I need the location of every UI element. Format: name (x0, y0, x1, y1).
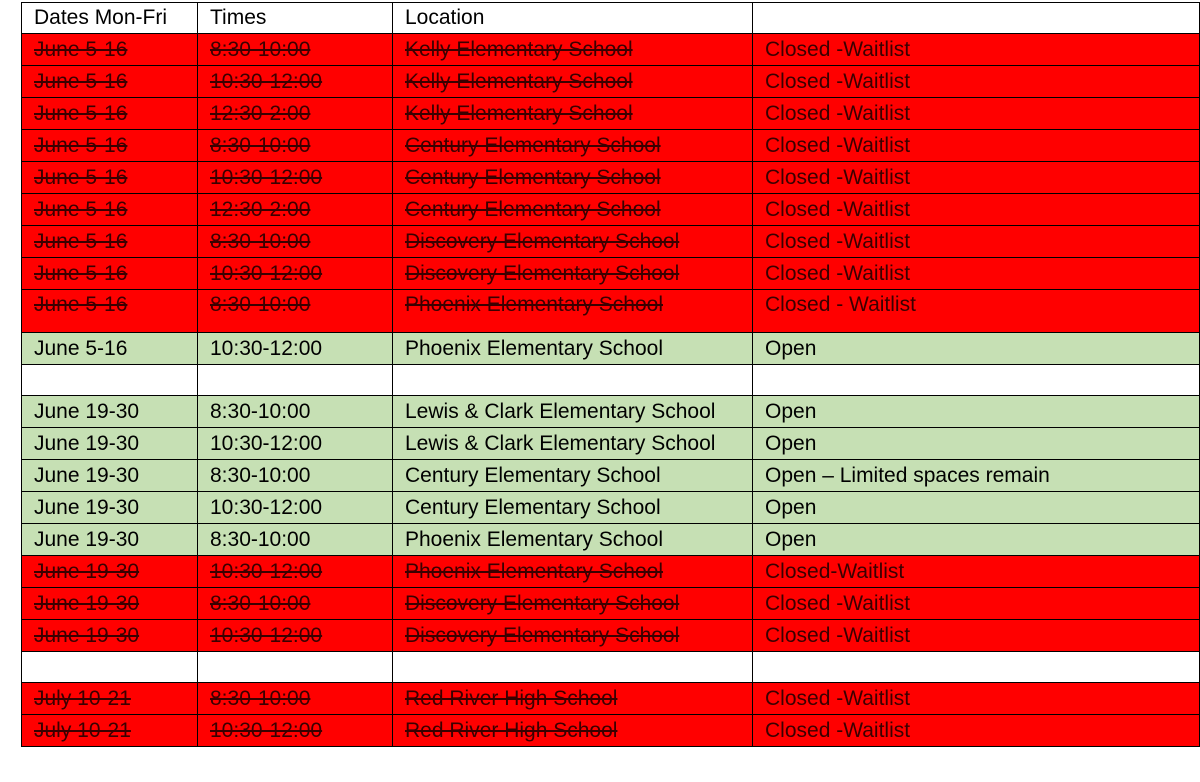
location-cell: Discovery Elementary School (393, 588, 753, 620)
times-cell: 12:30-2:00 (198, 194, 393, 226)
status-cell: Open (753, 492, 1200, 524)
table-row (22, 524, 1200, 556)
location-cell: Century Elementary School (393, 162, 753, 194)
location-cell: Lewis & Clark Elementary School (393, 396, 753, 428)
location-cell: Discovery Elementary School (393, 620, 753, 652)
header-times: Times (198, 3, 393, 34)
location-cell: Phoenix Elementary School (393, 556, 753, 588)
dates-cell: June 19-30 (22, 524, 198, 556)
table-row (22, 683, 1200, 715)
dates-cell: June 19-30 (22, 492, 198, 524)
location-cell: Discovery Elementary School (393, 226, 753, 258)
table-row (22, 130, 1200, 162)
location-cell: Century Elementary School (393, 194, 753, 226)
location-cell: Phoenix Elementary School (393, 333, 753, 365)
table-row (22, 98, 1200, 130)
table-row (22, 652, 1200, 683)
times-cell: 10:30-12:00 (198, 492, 393, 524)
status-cell: Open (753, 428, 1200, 460)
status-cell (753, 652, 1200, 683)
times-cell: 10:30-12:00 (198, 620, 393, 652)
times-cell: 10:30-12:00 (198, 258, 393, 290)
status-cell: Open (753, 333, 1200, 365)
location-cell: Phoenix Elementary School (393, 524, 753, 556)
location-cell: Red River High School (393, 715, 753, 747)
location-cell (393, 652, 753, 683)
times-cell: 8:30-10:00 (198, 588, 393, 620)
times-cell: 8:30-10:00 (198, 524, 393, 556)
table-row (22, 365, 1200, 396)
dates-cell: June 5-16 (22, 258, 198, 290)
table-row (22, 162, 1200, 194)
times-cell: 10:30-12:00 (198, 428, 393, 460)
times-cell: 8:30-10:00 (198, 34, 393, 66)
status-cell: Open (753, 396, 1200, 428)
dates-cell: June 19-30 (22, 620, 198, 652)
dates-cell: June 5-16 (22, 290, 198, 333)
status-cell: Open (753, 524, 1200, 556)
dates-cell: June 5-16 (22, 34, 198, 66)
times-cell: 8:30-10:00 (198, 683, 393, 715)
dates-cell: July 10-21 (22, 683, 198, 715)
table-row (22, 258, 1200, 290)
dates-cell: June 19-30 (22, 588, 198, 620)
status-cell: Closed -Waitlist (753, 98, 1200, 130)
location-cell: Red River High School (393, 683, 753, 715)
table-row (22, 226, 1200, 258)
times-cell: 10:30-12:00 (198, 66, 393, 98)
times-cell: 8:30-10:00 (198, 130, 393, 162)
times-cell: 8:30-10:00 (198, 226, 393, 258)
status-cell: Open – Limited spaces remain (753, 460, 1200, 492)
dates-cell: June 5-16 (22, 226, 198, 258)
table-row (22, 66, 1200, 98)
status-cell: Closed -Waitlist (753, 194, 1200, 226)
dates-cell: June 5-16 (22, 162, 198, 194)
status-cell: Closed -Waitlist (753, 258, 1200, 290)
status-cell: Closed -Waitlist (753, 683, 1200, 715)
times-cell: 10:30-12:00 (198, 333, 393, 365)
times-cell: 10:30-12:00 (198, 556, 393, 588)
status-cell: Closed -Waitlist (753, 66, 1200, 98)
location-cell: Kelly Elementary School (393, 34, 753, 66)
status-cell: Closed -Waitlist (753, 162, 1200, 194)
table-row (22, 333, 1200, 365)
schedule-table (21, 2, 1200, 747)
dates-cell: June 5-16 (22, 98, 198, 130)
status-cell: Closed -Waitlist (753, 715, 1200, 747)
dates-cell: June 19-30 (22, 396, 198, 428)
location-cell: Century Elementary School (393, 492, 753, 524)
table-row (22, 556, 1200, 588)
dates-cell: June 5-16 (22, 194, 198, 226)
table-row (22, 460, 1200, 492)
table-row (22, 492, 1200, 524)
times-cell (198, 365, 393, 396)
status-cell: Closed -Waitlist (753, 620, 1200, 652)
dates-cell (22, 652, 198, 683)
dates-cell: June 5-16 (22, 333, 198, 365)
times-cell: 8:30-10:00 (198, 396, 393, 428)
location-cell: Discovery Elementary School (393, 258, 753, 290)
status-cell: Closed - Waitlist (753, 290, 1200, 333)
status-cell: Closed -Waitlist (753, 130, 1200, 162)
location-cell: Century Elementary School (393, 130, 753, 162)
dates-cell: June 19-30 (22, 460, 198, 492)
table-row (22, 620, 1200, 652)
header-row (22, 3, 1200, 34)
table-row (22, 34, 1200, 66)
table-row (22, 588, 1200, 620)
status-cell: Closed-Waitlist (753, 556, 1200, 588)
times-cell: 10:30-12:00 (198, 162, 393, 194)
times-cell: 8:30-10:00 (198, 460, 393, 492)
location-cell: Lewis & Clark Elementary School (393, 428, 753, 460)
location-cell: Kelly Elementary School (393, 66, 753, 98)
location-cell: Kelly Elementary School (393, 98, 753, 130)
dates-cell: June 5-16 (22, 130, 198, 162)
location-cell: Century Elementary School (393, 460, 753, 492)
location-cell: Phoenix Elementary School (393, 290, 753, 333)
status-cell: Closed -Waitlist (753, 588, 1200, 620)
status-cell (753, 365, 1200, 396)
dates-cell (22, 365, 198, 396)
table-row (22, 428, 1200, 460)
dates-cell: June 19-30 (22, 428, 198, 460)
times-cell: 8:30-10:00 (198, 290, 393, 333)
dates-cell: June 5-16 (22, 66, 198, 98)
header-location: Location (393, 3, 753, 34)
times-cell: 12:30-2:00 (198, 98, 393, 130)
table-row (22, 396, 1200, 428)
status-cell: Closed -Waitlist (753, 226, 1200, 258)
dates-cell: July 10-21 (22, 715, 198, 747)
dates-cell: June 19-30 (22, 556, 198, 588)
table-row (22, 290, 1200, 333)
table-row (22, 194, 1200, 226)
table-row (22, 715, 1200, 747)
times-cell: 10:30-12:00 (198, 715, 393, 747)
location-cell (393, 365, 753, 396)
status-cell: Closed -Waitlist (753, 34, 1200, 66)
header-status (753, 3, 1200, 34)
times-cell (198, 652, 393, 683)
header-dates: Dates Mon-Fri (22, 3, 198, 34)
